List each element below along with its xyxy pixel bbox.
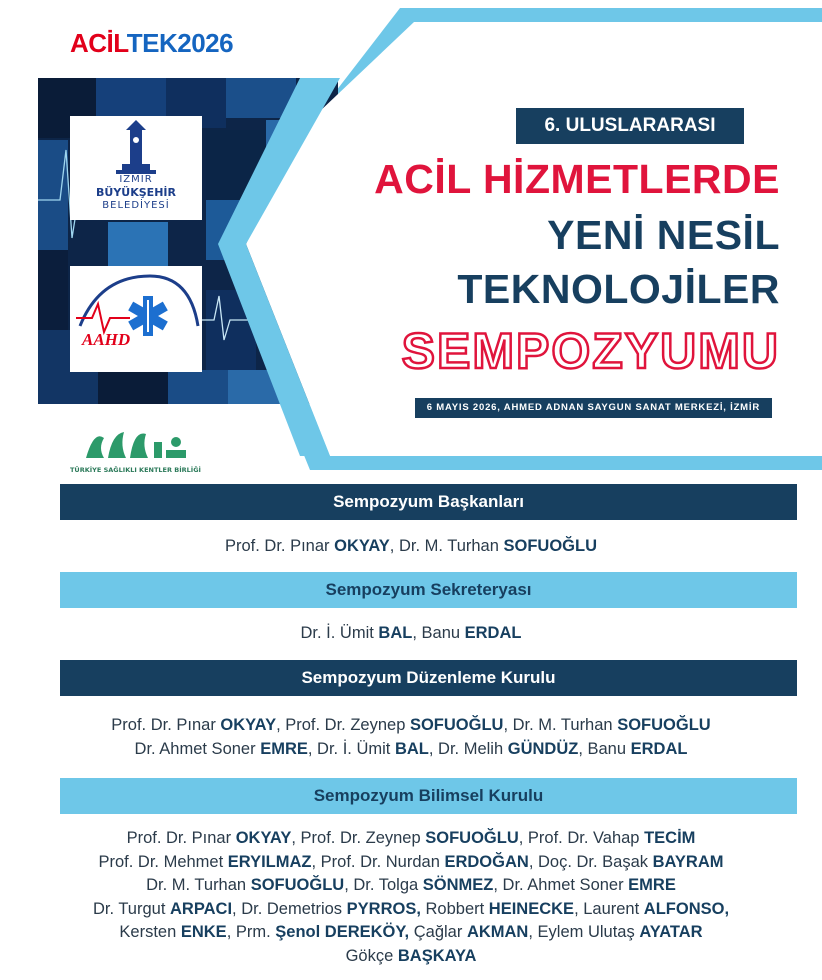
surname: Şenol DEREKÖY, — [275, 923, 410, 941]
title-line-4: SEMPOZYUMU — [401, 323, 780, 379]
surname: ENKE — [180, 923, 227, 941]
name-line — [20, 535, 802, 559]
title-line-1: ACİL HİZMETLERDE — [374, 156, 780, 202]
name-line — [20, 714, 802, 738]
brand-tek: TEK — [126, 28, 178, 58]
name-text: , Dr. Melih — [428, 739, 508, 758]
aahd-logo — [70, 266, 202, 372]
name-text: , Dr. M. Turhan — [503, 716, 618, 734]
name-line — [20, 851, 802, 875]
name-text: Prof. Dr. Pınar — [126, 829, 236, 847]
name-text: Prof. Dr. Pınar — [225, 537, 335, 555]
name-line — [20, 898, 802, 922]
surname: SOFUOĞLU — [617, 716, 711, 734]
name-text: , Prm. — [226, 923, 276, 941]
izmir-logo-line1: İZMİR — [119, 174, 153, 185]
surname: OKYAY — [220, 716, 277, 734]
surname: ERDAL — [464, 624, 522, 642]
name-text: , Banu — [578, 739, 631, 758]
names-secretariat — [20, 622, 802, 646]
star-of-life-icon — [70, 266, 202, 372]
surname: AKMAN — [466, 923, 529, 941]
surname: ERYILMAZ — [227, 852, 312, 871]
surname: BAYRAM — [652, 852, 724, 871]
name-text: Prof. Dr. Pınar — [111, 716, 221, 734]
surname: BAŞKAYA — [397, 946, 477, 965]
name-text: , Laurent — [574, 899, 644, 918]
surname: AYATAR — [639, 923, 703, 941]
names-chairs — [20, 535, 802, 559]
name-line — [20, 874, 802, 898]
surname: SOFUOĞLU — [503, 537, 597, 555]
surname: EMRE — [628, 876, 676, 894]
heading-organizing-committee: Sempozyum Düzenleme Kurulu — [60, 660, 797, 696]
clock-tower-icon — [70, 120, 202, 178]
name-text: , Prof. Dr. Zeynep — [276, 716, 410, 734]
surname: TECİM — [644, 829, 696, 847]
name-text: , Banu — [412, 624, 465, 642]
name-text: , Dr. M. Turhan — [389, 537, 504, 555]
name-text: , Dr. Tolga — [344, 876, 423, 894]
healthy-cities-mark-icon — [84, 428, 194, 462]
heading-scientific-committee: Sempozyum Bilimsel Kurulu — [60, 778, 797, 814]
names-scientific-committee — [20, 827, 802, 968]
surname: ERDAL — [630, 739, 688, 758]
izmir-logo-line2: BÜYÜKŞEHİR — [96, 186, 176, 199]
name-text: , Dr. İ. Ümit — [307, 739, 395, 758]
heading-secretariat: Sempozyum Sekreteryası — [60, 572, 797, 608]
date-venue-badge: 6 MAYIS 2026, AHMED ADNAN SAYGUN SANAT MERKEZİ, İZMİR — [415, 398, 772, 418]
name-text: Dr. Ahmet Soner — [134, 739, 261, 758]
edition-badge: 6. ULUSLARARASI — [516, 108, 744, 144]
surname: PYRROS, — [346, 899, 421, 918]
name-line — [20, 945, 802, 969]
name-text: , Dr. Demetrios — [232, 899, 347, 918]
name-line — [20, 921, 802, 945]
name-text: Dr. Turgut — [92, 899, 170, 918]
izmir-logo-line3: BELEDİYESİ — [102, 200, 170, 211]
surname: SÖNMEZ — [422, 876, 494, 894]
name-text: , Prof. Dr. Nurdan — [311, 852, 445, 871]
name-text: Çağlar — [409, 923, 467, 941]
name-line — [20, 622, 802, 646]
name-line — [20, 827, 802, 851]
aahd-logo-text: AAHD — [82, 330, 131, 349]
name-text: , Dr. Ahmet Soner — [493, 876, 629, 894]
title-line-2: YENİ NESİL — [547, 212, 780, 258]
surname: BAL — [394, 739, 429, 758]
name-text: Kersten — [119, 923, 181, 941]
title-line-3: TEKNOLOJİLER — [457, 266, 780, 312]
name-line — [20, 738, 802, 762]
name-text: Dr. İ. Ümit — [300, 624, 379, 642]
surname: GÜNDÜZ — [507, 739, 579, 758]
surname: SOFUOĞLU — [425, 829, 519, 847]
surname: ARPACI — [170, 899, 233, 918]
name-text: , Doç. Dr. Başak — [528, 852, 653, 871]
izmir-municipality-logo — [70, 116, 202, 220]
name-text: , Prof. Dr. Vahap — [518, 829, 645, 847]
event-brand — [70, 28, 233, 59]
surname: ALFONSO, — [643, 899, 730, 918]
surname: SOFUOĞLU — [250, 876, 345, 894]
surname: EMRE — [260, 739, 308, 758]
name-text: Prof. Dr. Mehmet — [98, 852, 228, 871]
healthy-cities-caption: TÜRKİYE SAĞLIKLI KENTLER BİRLİĞİ — [70, 466, 201, 474]
name-text: Gökçe — [345, 946, 398, 965]
name-text: , Eylem Ulutaş — [528, 923, 640, 941]
name-text: Dr. M. Turhan — [146, 876, 251, 894]
surname: OKYAY — [334, 537, 390, 555]
surname: SOFUOĞLU — [409, 716, 504, 734]
name-text: Robbert — [420, 899, 489, 918]
names-organizing-committee — [20, 714, 802, 761]
surname: HEINECKE — [488, 899, 575, 918]
surname: OKYAY — [235, 829, 292, 847]
name-text: , Prof. Dr. Zeynep — [291, 829, 426, 847]
surname: ERDOĞAN — [444, 852, 529, 871]
surname: BAL — [378, 624, 413, 642]
heading-chairs: Sempozyum Başkanları — [60, 484, 797, 520]
brand-year: 2026 — [177, 28, 234, 58]
brand-acil: ACİL — [70, 28, 127, 58]
